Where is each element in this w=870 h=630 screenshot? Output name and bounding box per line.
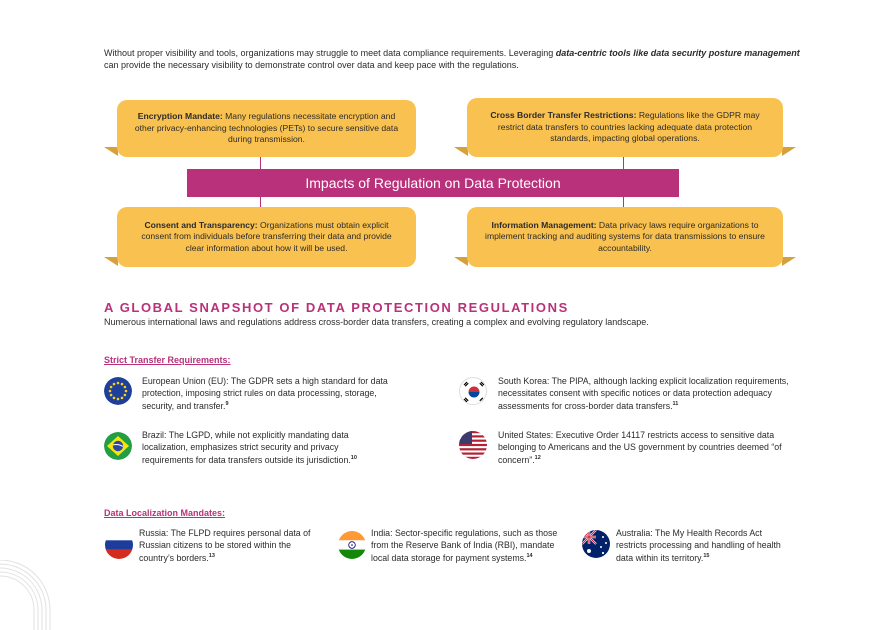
card-fold: [454, 257, 468, 266]
card-consent-transparency: [117, 207, 416, 267]
card-cross-border-transfer: [467, 98, 783, 157]
footnote-ref: 10: [350, 455, 357, 462]
card-encryption-mandate: [117, 100, 416, 157]
connector-line: [623, 197, 624, 207]
card-text: Many regulations necessitate encryption and other privacy-enhancing technologies (PETs) to secure sensitive data during transmission.: [134, 111, 399, 145]
data-localization-heading: Data Localization Mandates:: [104, 508, 226, 518]
india-regulation-text: [371, 528, 561, 565]
diagram-center-title: Impacts of Regulation on Data Protection: [187, 169, 679, 197]
card-fold: [782, 147, 796, 156]
entry-text: India: Sector-specific regulations, such as those from the Reserve Bank of India (RBI), mandate local data storage for payment systems.: [371, 528, 558, 564]
india-flag-icon: [338, 531, 366, 559]
footnote-ref: 9: [225, 401, 229, 408]
connector-line: [260, 157, 261, 169]
connector-line: [623, 157, 624, 169]
intro-emphasis: data-centric tools like data security posture management: [555, 48, 800, 58]
entry-text: South Korea: The PIPA, although lacking explicit localization requirements, necessitates consent with specific notices or data protection adequacy assessments for cross-border data transfers.: [498, 376, 789, 412]
australia-regulation-text: [616, 528, 791, 565]
south-korea-flag-icon: [459, 377, 487, 405]
entry-text: Russia: The FLPD requires personal data of Russian citizens to be stored within the country’s borders.: [139, 528, 311, 564]
card-information-management: [467, 207, 783, 267]
connector-line: [260, 197, 261, 207]
entry-text: Australia: The My Health Records Act restricts processing and handling of health data within its territory.: [616, 528, 781, 564]
entry-text: United States: Executive Order 14117 restricts access to sensitive data belonging to Americans and the US government by countries deemed “of concern”.: [498, 430, 782, 466]
card-fold: [454, 147, 468, 156]
decorative-arcs: [0, 560, 60, 630]
strict-transfer-heading: Strict Transfer Requirements:: [104, 355, 231, 365]
eu-flag-icon: [104, 377, 132, 405]
card-title: Information Management:: [491, 219, 597, 230]
card-title: Consent and Transparency:: [144, 219, 258, 230]
card-fold: [104, 257, 118, 266]
footnote-ref: 15: [703, 553, 710, 560]
intro-text-end: can provide the necessary visibility to demonstrate control over data and keep pace with the regulations.: [104, 60, 519, 70]
footnote-ref: 14: [526, 553, 533, 560]
card-text: Organizations must obtain explicit consent from individuals before transferring their data and provide clear information about how it will be used.: [141, 219, 392, 253]
south-korea-regulation-text: [498, 376, 798, 413]
card-title: Encryption Mandate:: [137, 111, 223, 122]
brazil-regulation-text: [142, 430, 392, 467]
brazil-flag-icon: [104, 432, 132, 460]
card-text: Data privacy laws require organizations to implement tracking and auditing systems for data transmissions to ensure accountability.: [485, 219, 765, 253]
footnote-ref: 12: [534, 455, 541, 462]
entry-text: European Union (EU): The GDPR sets a high standard for data protection, imposing strict rules on data processing, storage, security, and transfer.: [142, 376, 388, 412]
footnote-ref: 13: [208, 553, 215, 560]
eu-regulation-text: [142, 376, 402, 413]
usa-flag-icon: [459, 431, 487, 459]
section-heading: A GLOBAL SNAPSHOT OF DATA PROTECTION REGULATIONS: [104, 300, 569, 315]
card-text: Regulations like the GDPR may restrict data transfers to countries lacking adequate data protection standards, impacting global operations.: [497, 110, 760, 144]
usa-regulation-text: [498, 430, 798, 467]
russia-regulation-text: [139, 528, 314, 565]
card-title: Cross Border Transfer Restrictions:: [490, 110, 637, 121]
intro-text: Without proper visibility and tools, organizations may struggle to meet data compliance requirements. Leveraging: [104, 48, 556, 58]
intro-paragraph: [104, 47, 804, 71]
card-fold: [782, 257, 796, 266]
section-subtitle: Numerous international laws and regulations address cross-border data transfers, creating a complex and evolving regulatory landscape.: [104, 317, 649, 327]
footnote-ref: 11: [672, 401, 679, 408]
entry-text: Brazil: The LGPD, while not explicitly mandating data localization, emphasizes strict security and privacy requirements for data transfers outside its jurisdiction.: [142, 430, 351, 466]
card-fold: [104, 147, 118, 156]
australia-flag-icon: [582, 530, 610, 558]
russia-flag-icon: [105, 531, 133, 559]
